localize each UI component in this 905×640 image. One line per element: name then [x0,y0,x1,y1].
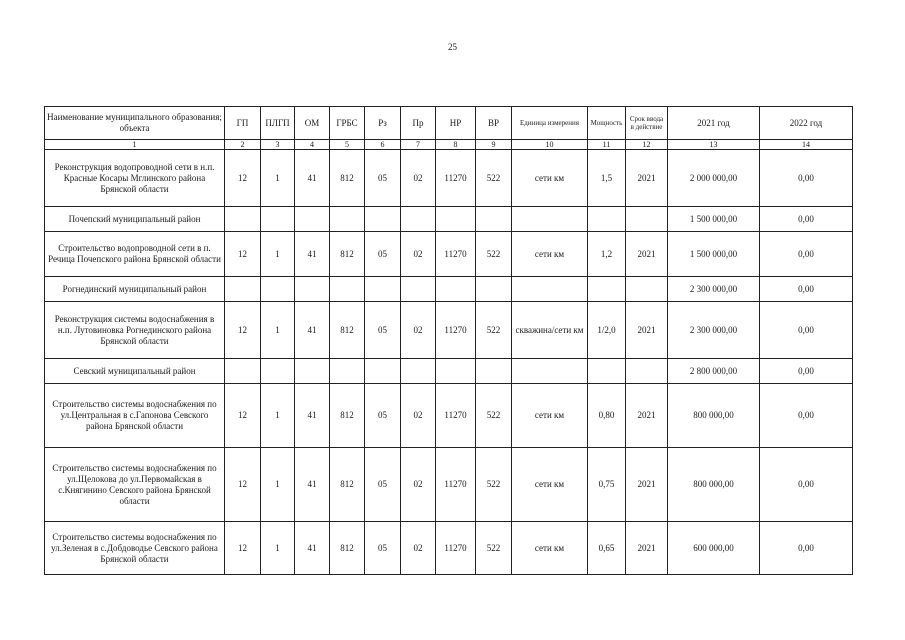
cell-pr: 02 [401,150,436,207]
column-number: 1 [45,140,225,150]
cell-om [295,207,330,232]
cell-gp: 12 [225,522,261,575]
cell-power: 1,5 [588,150,626,207]
cell-power: 1,2 [588,232,626,277]
cell-gp [225,207,261,232]
cell-plgp: 1 [261,150,295,207]
header-cell: Пр [401,107,436,140]
cell-name: Реконструкция водопроводной сети в н.п. Красные Косары Мглинского района Брянской области [45,150,225,207]
cell-plgp [261,277,295,302]
cell-grbs: 812 [330,522,365,575]
cell-y2022: 0,00 [760,277,853,302]
column-number: 5 [330,140,365,150]
cell-term: 2021 [626,522,668,575]
cell-term: 2021 [626,302,668,359]
cell-gp: 12 [225,232,261,277]
cell-pr: 02 [401,522,436,575]
header-cell: Срок ввода в действие [626,107,668,140]
page-number: 25 [448,42,457,52]
cell-power: 0,65 [588,522,626,575]
cell-vr: 522 [476,232,512,277]
cell-gp: 12 [225,302,261,359]
cell-om [295,277,330,302]
cell-term [626,277,668,302]
cell-name: Почепский муниципальный район [45,207,225,232]
column-number: 13 [668,140,760,150]
cell-grbs: 812 [330,448,365,522]
cell-name: Строительство системы водоснабжения по ул.Центральная в с.Гапонова Севского района Брянской области [45,384,225,448]
cell-pr: 02 [401,448,436,522]
cell-plgp: 1 [261,522,295,575]
cell-term: 2021 [626,232,668,277]
cell-y2022: 0,00 [760,302,853,359]
cell-unit: сети км [512,522,588,575]
cell-y2022: 0,00 [760,522,853,575]
cell-power [588,277,626,302]
cell-nr [436,207,476,232]
column-number: 6 [365,140,401,150]
cell-vr [476,207,512,232]
cell-grbs: 812 [330,232,365,277]
cell-om: 41 [295,150,330,207]
cell-unit: сети км [512,384,588,448]
cell-nr: 11270 [436,384,476,448]
cell-name: Реконструкция системы водоснабжения в н.п. Лутовиновка Рогнединского района Брянской области [45,302,225,359]
column-number: 7 [401,140,436,150]
table-row [45,232,853,277]
cell-vr: 522 [476,150,512,207]
cell-pr [401,359,436,384]
cell-rz: 05 [365,448,401,522]
header-cell: ПЛГП [261,107,295,140]
header-cell: Рз [365,107,401,140]
cell-term: 2021 [626,150,668,207]
header-cell: Мощность [588,107,626,140]
cell-y2021: 800 000,00 [668,448,760,522]
cell-grbs: 812 [330,302,365,359]
cell-vr: 522 [476,522,512,575]
cell-term [626,207,668,232]
cell-pr [401,207,436,232]
header-cell: ГРБС [330,107,365,140]
column-number: 10 [512,140,588,150]
cell-plgp [261,207,295,232]
cell-om: 41 [295,302,330,359]
cell-y2022: 0,00 [760,232,853,277]
cell-y2021: 2 800 000,00 [668,359,760,384]
cell-pr [401,277,436,302]
header-cell: ГП [225,107,261,140]
header-row [45,107,853,140]
cell-om: 41 [295,522,330,575]
cell-rz: 05 [365,384,401,448]
cell-gp: 12 [225,384,261,448]
cell-nr: 11270 [436,232,476,277]
cell-y2022: 0,00 [760,359,853,384]
column-number: 12 [626,140,668,150]
cell-pr: 02 [401,232,436,277]
cell-name: Строительство водопроводной сети в п. Речица Почепского района Брянской области [45,232,225,277]
cell-unit: скважина/сети км [512,302,588,359]
cell-grbs [330,277,365,302]
cell-unit: сети км [512,150,588,207]
cell-gp: 12 [225,150,261,207]
cell-grbs [330,207,365,232]
cell-pr: 02 [401,384,436,448]
cell-plgp: 1 [261,384,295,448]
cell-grbs: 812 [330,150,365,207]
table-row [45,448,853,522]
cell-nr [436,277,476,302]
cell-power: 1/2,0 [588,302,626,359]
cell-name: Севский муниципальный район [45,359,225,384]
cell-grbs [330,359,365,384]
header-cell: Единица измерения [512,107,588,140]
header-cell: 2022 год [760,107,853,140]
budget-table [44,106,853,575]
cell-rz [365,277,401,302]
cell-y2021: 2 300 000,00 [668,277,760,302]
column-number-row [45,140,853,150]
cell-vr [476,277,512,302]
cell-om: 41 [295,448,330,522]
column-number: 3 [261,140,295,150]
cell-rz: 05 [365,522,401,575]
cell-vr [476,359,512,384]
cell-y2022: 0,00 [760,207,853,232]
cell-term [626,359,668,384]
cell-grbs: 812 [330,384,365,448]
column-number: 9 [476,140,512,150]
cell-y2022: 0,00 [760,448,853,522]
cell-y2021: 2 000 000,00 [668,150,760,207]
table-row [45,384,853,448]
cell-nr: 11270 [436,150,476,207]
header-cell: Наименование муниципального образования; объекта [45,107,225,140]
cell-name: Строительство системы водоснабжения по ул.Щелокова до ул.Первомайская в с.Княгинино Севского района Брянской области [45,448,225,522]
header-cell: ОМ [295,107,330,140]
cell-term: 2021 [626,384,668,448]
cell-om [295,359,330,384]
cell-plgp: 1 [261,302,295,359]
table-row [45,207,853,232]
cell-vr: 522 [476,384,512,448]
cell-unit [512,207,588,232]
cell-y2021: 2 300 000,00 [668,302,760,359]
cell-nr [436,359,476,384]
cell-power: 0,80 [588,384,626,448]
header-cell: ВР [476,107,512,140]
table-row [45,150,853,207]
cell-unit [512,359,588,384]
cell-om: 41 [295,232,330,277]
cell-unit: сети км [512,232,588,277]
cell-y2022: 0,00 [760,150,853,207]
cell-y2021: 1 500 000,00 [668,232,760,277]
cell-nr: 11270 [436,302,476,359]
table-row [45,277,853,302]
cell-rz: 05 [365,302,401,359]
cell-y2022: 0,00 [760,384,853,448]
cell-rz: 05 [365,150,401,207]
cell-om: 41 [295,384,330,448]
cell-plgp: 1 [261,232,295,277]
cell-power: 0,75 [588,448,626,522]
cell-name: Строительство системы водоснабжения по ул.Зеленая в с.Добдоводье Севского района Брянской области [45,522,225,575]
cell-plgp [261,359,295,384]
column-number: 2 [225,140,261,150]
column-number: 8 [436,140,476,150]
cell-nr: 11270 [436,522,476,575]
table-row [45,522,853,575]
cell-gp [225,277,261,302]
cell-rz: 05 [365,232,401,277]
cell-unit [512,277,588,302]
column-number: 14 [760,140,853,150]
cell-vr: 522 [476,302,512,359]
table-row [45,359,853,384]
cell-plgp: 1 [261,448,295,522]
cell-y2021: 1 500 000,00 [668,207,760,232]
cell-nr: 11270 [436,448,476,522]
table-row [45,302,853,359]
column-number: 11 [588,140,626,150]
cell-pr: 02 [401,302,436,359]
cell-term: 2021 [626,448,668,522]
cell-rz [365,207,401,232]
cell-power [588,207,626,232]
cell-name: Рогнединский муниципальный район [45,277,225,302]
cell-gp [225,359,261,384]
cell-power [588,359,626,384]
cell-gp: 12 [225,448,261,522]
cell-y2021: 800 000,00 [668,384,760,448]
cell-y2021: 600 000,00 [668,522,760,575]
header-cell: 2021 год [668,107,760,140]
cell-vr: 522 [476,448,512,522]
cell-unit: сети км [512,448,588,522]
cell-rz [365,359,401,384]
column-number: 4 [295,140,330,150]
header-cell: НР [436,107,476,140]
